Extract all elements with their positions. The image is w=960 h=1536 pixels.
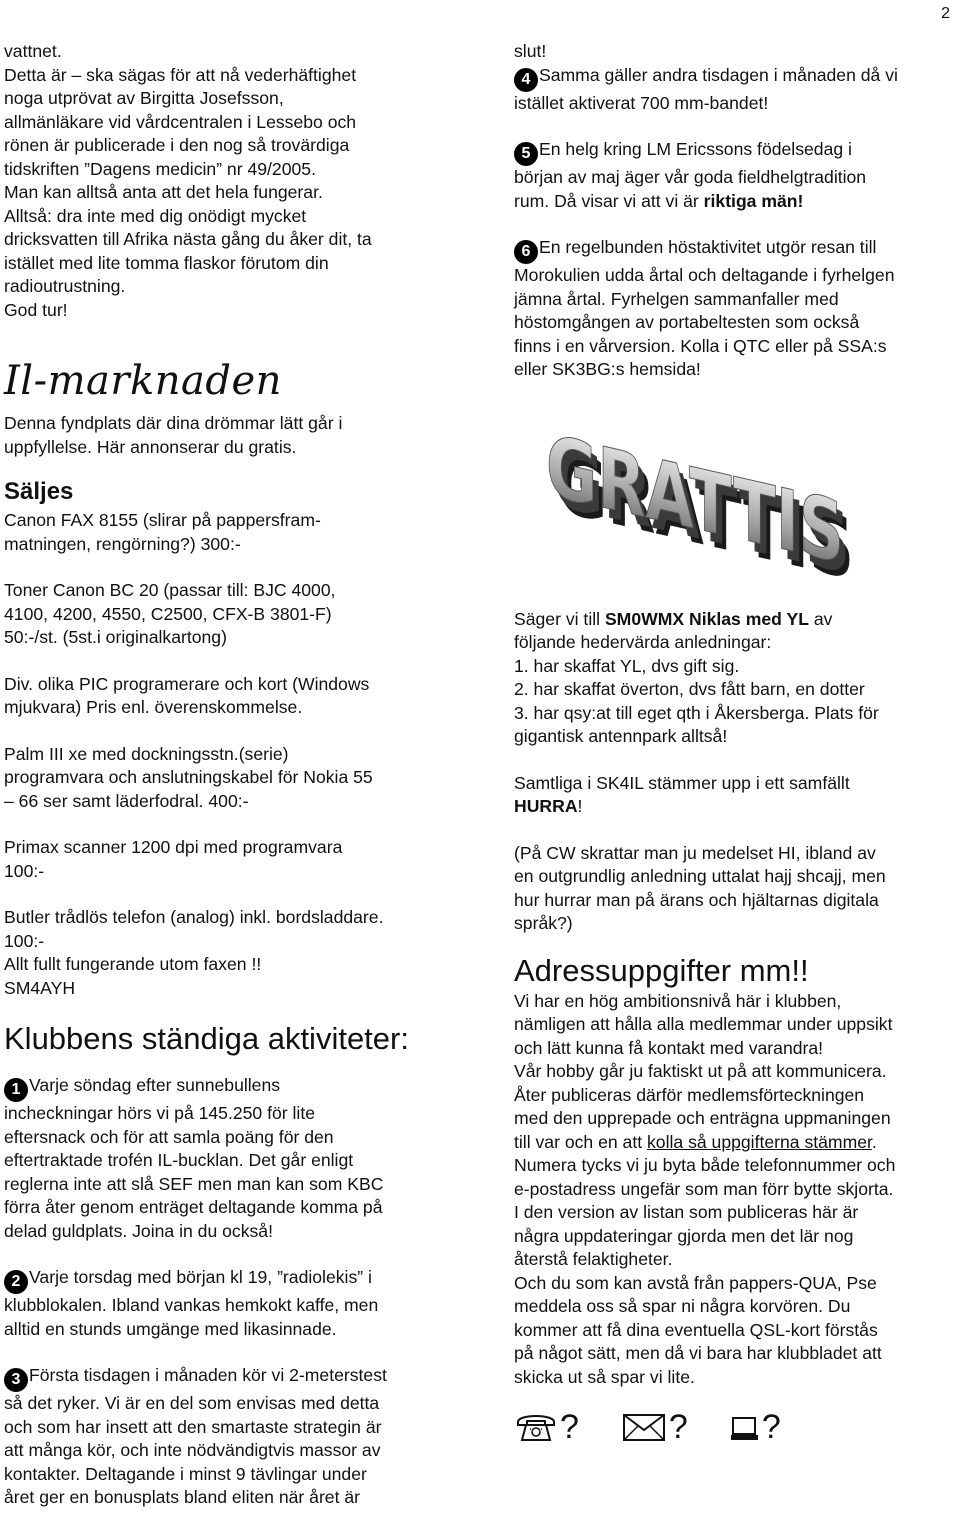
number-bullet: 6	[514, 240, 538, 264]
question-mark: ?	[761, 1408, 781, 1446]
text-line: alltid en stunds umgänge med likasinnade.	[4, 1318, 337, 1339]
text-line: till var och en att	[514, 1131, 647, 1152]
text-line: kontakter. Deltagande i minst 9 tävlingar under	[4, 1463, 367, 1484]
text-line: Canon FAX 8155 (slirar på pappersfram-	[4, 510, 321, 530]
activity-item	[4, 1074, 486, 1243]
text-line: 4100, 4200, 4550, C2500, CFX-B 3801-F)	[4, 603, 332, 624]
text-line: En regelbunden höstaktivitet utgör resan till	[539, 237, 877, 257]
il-marknaden-title: Il-marknaden	[4, 358, 282, 404]
ad-item	[4, 906, 486, 1000]
text-line: !	[577, 796, 583, 816]
text-line: Vi har en hög ambitionsnivå här i klubben,	[514, 990, 842, 1011]
text-line: eller SK3BG:s hemsida!	[514, 359, 701, 379]
text-line: tidskriften ”Dagens medicin” nr 49/2005.	[4, 158, 316, 179]
bold-text: SM0WMX Niklas med YL	[604, 608, 809, 629]
address-section	[514, 990, 960, 1390]
grattis-image	[538, 408, 878, 608]
text-line: språk?)	[514, 913, 573, 933]
text-line: allmänläkare vid vårdcentralen i Lessebo och	[4, 111, 357, 132]
text-line: eftersnack och för att samla poäng för den	[4, 1126, 334, 1147]
text-line: en outgrundlig anledning uttalat hajj shcajj, men	[514, 866, 886, 886]
mail-group	[621, 1407, 688, 1447]
grattis-shadow: GRATTIS	[556, 432, 878, 608]
text-line: istället med lite tomma flaskor förutom din	[4, 252, 329, 273]
text-line: I den version av listan som publiceras här är	[514, 1202, 859, 1222]
text-line: så det ryker. Vi är en del som envisas med detta	[4, 1393, 380, 1413]
text-line: .	[871, 1131, 877, 1152]
text-line: på något sätt, men då vi bara har klubbladet att	[514, 1343, 882, 1363]
text-line: följande hedervärda anledningar:	[514, 632, 772, 652]
text-line: 50:-/st. (5st.i originalkartong)	[4, 627, 227, 647]
grattis-face: GRATTIS	[546, 416, 878, 607]
number-bullet: 5	[514, 142, 538, 166]
bold-text: riktiga män!	[703, 190, 804, 211]
ad-item	[4, 579, 486, 650]
text-line: dricksvatten till Afrika nästa gång du åker dit, ta	[4, 229, 372, 249]
text-line: uppfyllelse. Här annonserar du gratis.	[4, 436, 297, 457]
number-bullet: 3	[4, 1368, 28, 1392]
text-line: Samtliga i SK4IL stämmer upp i ett samfällt	[514, 772, 850, 793]
activity-item	[514, 236, 960, 382]
contact-icons-row	[514, 1407, 960, 1447]
text-line: skicka ut så spar vi lite.	[514, 1366, 695, 1387]
text-line: nämligen att hålla alla medlemmar under uppsikt	[514, 1014, 893, 1034]
text-line: att många kör, och inte nödvändigtvis massor av	[4, 1440, 381, 1460]
activity-item	[514, 64, 960, 116]
text-line: rönen är publicerade i den nog så trovärdiga	[4, 135, 350, 155]
text-line: En helg kring LM Ericssons födelsedag i	[539, 139, 852, 159]
text-line: Numera tycks vi ju byta både telefonnummer och	[514, 1155, 896, 1175]
ad-item	[4, 836, 486, 883]
text-line: programvara och anslutningskabel för Nokia 55	[4, 767, 373, 787]
text-line: (På CW skrattar man ju medelset HI, ibland av	[514, 842, 876, 863]
text-line: återstå felaktigheter.	[514, 1249, 673, 1269]
text-line: Åter publiceras därför medlemsförteckningen	[514, 1084, 865, 1105]
grattis-wordart	[538, 408, 878, 608]
text-line: mjukvara) Pris enl. överenskommelse.	[4, 697, 303, 717]
computer-group	[730, 1407, 781, 1447]
text-line: vattnet.	[4, 41, 62, 61]
text-line: slut!	[514, 41, 547, 61]
text-line: Säger vi till	[514, 608, 605, 629]
text-line: Toner Canon BC 20 (passar till: BJC 4000,	[4, 580, 336, 600]
text-line: Samma gäller andra tisdagen i månaden då vi	[539, 64, 898, 85]
number-bullet: 2	[4, 1270, 28, 1294]
text-line: Primax scanner 1200 dpi med programvara	[4, 837, 343, 857]
text-line: Första tisdagen i månaden kör vi 2-meterstest	[29, 1365, 387, 1385]
number-bullet: 1	[4, 1078, 28, 1102]
text-line: några uppdateringar gjorda men det lär nog	[514, 1225, 854, 1246]
left-column	[4, 40, 486, 1510]
grattis-depth: GRATTIS	[552, 426, 878, 608]
text-line: med den upprepade och enträgna uppmaningen	[514, 1108, 891, 1128]
text-line: Allt fullt fungerande utom faxen !!	[4, 954, 262, 974]
intro-text	[4, 40, 486, 322]
text-line: delad guldplats. Joina in du också!	[4, 1220, 273, 1241]
activity-item	[4, 1364, 486, 1510]
text-line: Denna fyndplats där dina drömmar lätt går i	[4, 413, 343, 433]
text-line: klubblokalen. Ibland vankas hemkokt kaffe, men	[4, 1295, 379, 1315]
text-line: – 66 ser samt läderfodral. 400:-	[4, 790, 249, 811]
text-line: gigantisk antennpark alltså!	[514, 726, 728, 746]
right-column	[514, 40, 960, 1447]
text-line: Palm III xe med dockningsstn.(serie)	[4, 743, 289, 764]
address-heading: Adressuppgifter mm!!	[514, 952, 809, 988]
text-line: höstomgången av portabeltesten som också	[514, 312, 860, 332]
phone-group	[514, 1407, 579, 1447]
activity-item	[4, 1266, 486, 1341]
envelope-icon	[621, 1410, 667, 1444]
ad-item	[4, 673, 486, 720]
text-line: reglerna inte att slå SEF men man kan som KBC	[4, 1173, 384, 1194]
text-line: 2. har skaffat överton, dvs fått barn, en dotter	[514, 679, 865, 699]
underlined-text: kolla så uppgifterna stämmer	[647, 1131, 872, 1152]
text-line: 100:-	[4, 930, 45, 951]
text-line: Div. olika PIC programerare och kort (Windows	[4, 673, 370, 694]
text-line: Morokulien udda årtal och deltagande i fyrhelgen	[514, 265, 895, 285]
text-line: och som har insett att den smartaste strategin är	[4, 1416, 382, 1437]
text-line: Detta är – ska sägas för att nå vederhäftighet	[4, 64, 357, 85]
question-mark: ?	[560, 1408, 579, 1446]
activity-item	[514, 138, 960, 213]
text-line: noga utprövat av Birgitta Josefsson,	[4, 88, 284, 108]
text-line: matningen, rengörning?) 300:-	[4, 533, 241, 554]
text-line: meddela oss så spar ni några korvören. Du	[514, 1296, 851, 1316]
text-line: Butler trådlös telefon (analog) inkl. bordsladdare.	[4, 907, 384, 927]
text-line: Vår hobby går ju faktiskt ut på att kommunicera.	[514, 1061, 887, 1081]
text-line: Och du som kan avstå från pappers-QUA, Pse	[514, 1272, 877, 1293]
text-line: början av maj äger vår goda fieldhelgtradition	[514, 167, 867, 187]
saljes-heading: Säljes	[4, 478, 74, 505]
text-line: kommer att få dina eventuella QSL-kort förstås	[514, 1319, 878, 1340]
ad-item	[4, 509, 486, 556]
text-line: e-postadress ungefär som man förr bytte skjorta.	[514, 1178, 894, 1199]
text-line: God tur!	[4, 299, 68, 320]
text-line: 100:-	[4, 860, 45, 881]
text-line: SM4AYH	[4, 977, 76, 998]
text-line: av	[808, 608, 833, 629]
activities-heading: Klubbens ständiga aktiviteter:	[4, 1021, 409, 1056]
text-line: Varje söndag efter sunnebullens	[29, 1075, 281, 1095]
text-line: Varje torsdag med början kl 19, ”radiolekis” i	[29, 1267, 372, 1287]
text-line: eftertraktade trofén IL-bucklan. Det går enligt	[4, 1150, 354, 1170]
text-line: jämna årtal. Fyrhelgen sammanfaller med	[514, 288, 839, 309]
text-line: året ger en bonusplats bland eliten när året är	[4, 1487, 361, 1507]
number-bullet: 4	[514, 68, 538, 92]
text-line: finns i en vårversion. Kolla i QTC eller på SSA:s	[514, 335, 887, 356]
congrats-section	[514, 608, 960, 936]
page-number: 2	[941, 5, 950, 22]
text-line: radioutrustning.	[4, 276, 126, 296]
text-line: Man kan alltså anta att det hela fungerar.	[4, 182, 323, 202]
text-line: rum. Då visar vi att vi är	[514, 190, 704, 211]
computer-icon	[730, 1410, 760, 1444]
text-line: Alltså: dra inte med dig onödigt mycket	[4, 205, 307, 226]
ad-item	[4, 743, 486, 814]
telephone-icon	[514, 1410, 558, 1444]
text-line: incheckningar hörs vi på 145.250 för lite	[4, 1103, 316, 1123]
text-line: förra åter genom enträget deltagande komma på	[4, 1197, 383, 1217]
text-line: hur hurrar man på ärans och hjältarnas digitala	[514, 889, 879, 910]
text-line: 1. har skaffat YL, dvs gift sig.	[514, 655, 740, 676]
question-mark: ?	[668, 1408, 688, 1446]
text-line: och lätt kunna få kontakt med varandra!	[514, 1037, 824, 1058]
text-line: istället aktiverat 700 mm-bandet!	[514, 92, 769, 113]
bold-text: HURRA	[514, 796, 578, 816]
text-line: 3. har qsy:at till eget qth i Åkersberga. Plats för	[514, 702, 879, 723]
